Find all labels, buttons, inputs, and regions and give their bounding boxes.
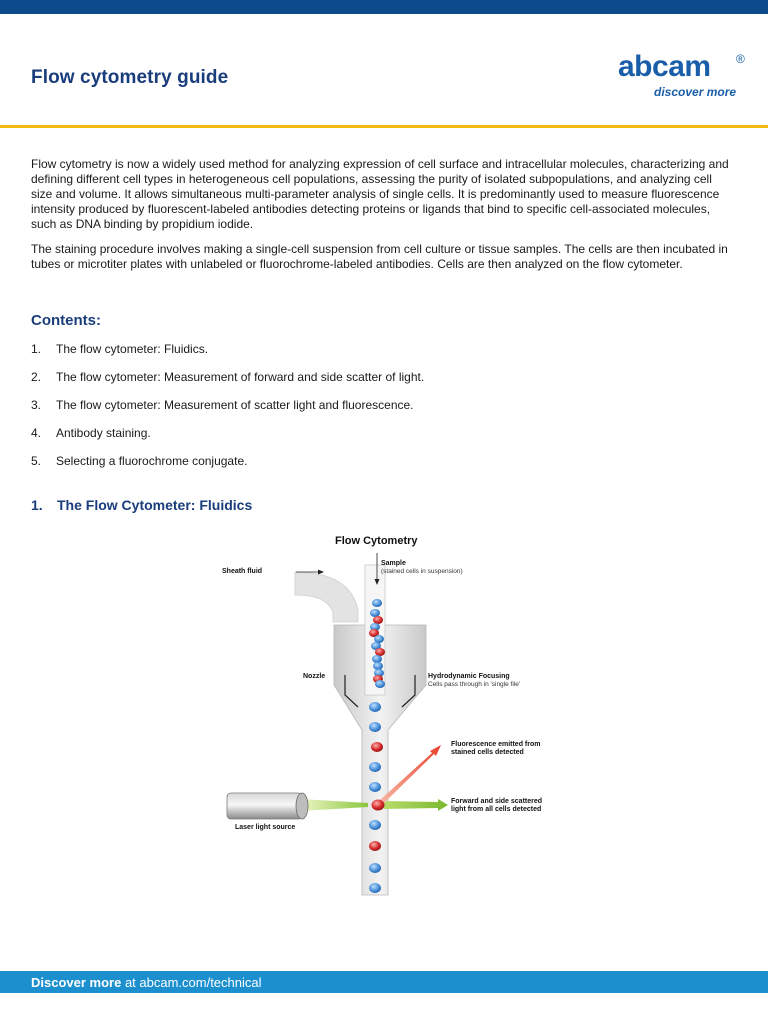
abcam-logo[interactable] <box>600 50 750 102</box>
contents-item-number: 3. <box>31 398 42 412</box>
flow-cytometry-diagram <box>200 525 570 915</box>
logo-registered-mark: ® <box>736 52 745 66</box>
contents-item-number: 2. <box>31 370 42 384</box>
label-nozzle: Nozzle <box>303 673 326 680</box>
intro-paragraph-2: The staining procedure involves making a single-cell suspension from cell culture or tissue samples. The cells are then incubated in tubes or microtiter plates with unlabeled or fluorochrome-labeled antibodies. Cells are then analyzed on the flow cytometer. <box>31 242 728 271</box>
footer-strong: Discover more <box>31 975 122 990</box>
label-sample-sub: (stained cells in suspension) <box>381 568 463 575</box>
label-scatter-1: Forward and side scattered <box>451 798 543 805</box>
contents-item-text: The flow cytometer: Measurement of scatter light and fluorescence. <box>56 398 414 412</box>
label-fluorescence-2: stained cells detected <box>451 749 524 756</box>
header-divider <box>0 125 768 128</box>
label-laser: Laser light source <box>235 824 296 831</box>
contents-heading: Contents: <box>31 312 101 329</box>
top-bar <box>0 0 768 14</box>
label-scatter-2: light from all cells detected <box>451 806 542 813</box>
label-fluorescence-1: Fluorescence emitted from <box>451 741 541 748</box>
label-sample: Sample <box>381 560 406 567</box>
diagram-title: Flow Cytometry <box>335 535 418 547</box>
section-heading <box>31 497 252 513</box>
diagram-illustration <box>200 525 570 915</box>
page-title: Flow cytometry guide <box>31 67 229 88</box>
contents-item-number: 4. <box>31 426 42 440</box>
contents-item-number: 5. <box>31 454 42 468</box>
label-hydrodynamic-sub: Cells pass through in 'single file' <box>428 681 521 688</box>
contents-item-text: Antibody staining. <box>56 426 151 440</box>
contents-item-number: 1. <box>31 342 42 356</box>
contents-item-text: Selecting a fluorochrome conjugate. <box>56 454 248 468</box>
footer-link[interactable] <box>31 975 262 990</box>
section-number: 1. <box>31 497 43 513</box>
contents-item-text: The flow cytometer: Measurement of forward and side scatter of light. <box>56 370 425 384</box>
label-sheath-fluid: Sheath fluid <box>222 568 263 575</box>
label-hydrodynamic-focusing: Hydrodynamic Focusing <box>428 673 510 680</box>
section-title: The Flow Cytometer: Fluidics <box>57 497 253 513</box>
intro-paragraph-1: Flow cytometry is now a widely used method for analyzing expression of cell surface and intracellular molecules, characterizing and defining different cell types in heterogeneous cell populations, assessing the purity of isolated subpopulations, and analyzing cell size and volume. It allows simultaneous multi-parameter analysis of single cells. It is predominantly used to measure fluorescence intensity produced by fluorescent-labeled antibodies detecting proteins or ligands that bind to specific cell-associated molecules, such as DNA binding by propidium iodide. <box>31 157 729 231</box>
footer-rest: at abcam.com/technical <box>121 975 262 990</box>
logo-wordmark: abcam <box>618 50 711 83</box>
contents-item-text: The flow cytometer: Fluidics. <box>56 342 209 356</box>
logo-tagline: discover more <box>654 85 737 99</box>
